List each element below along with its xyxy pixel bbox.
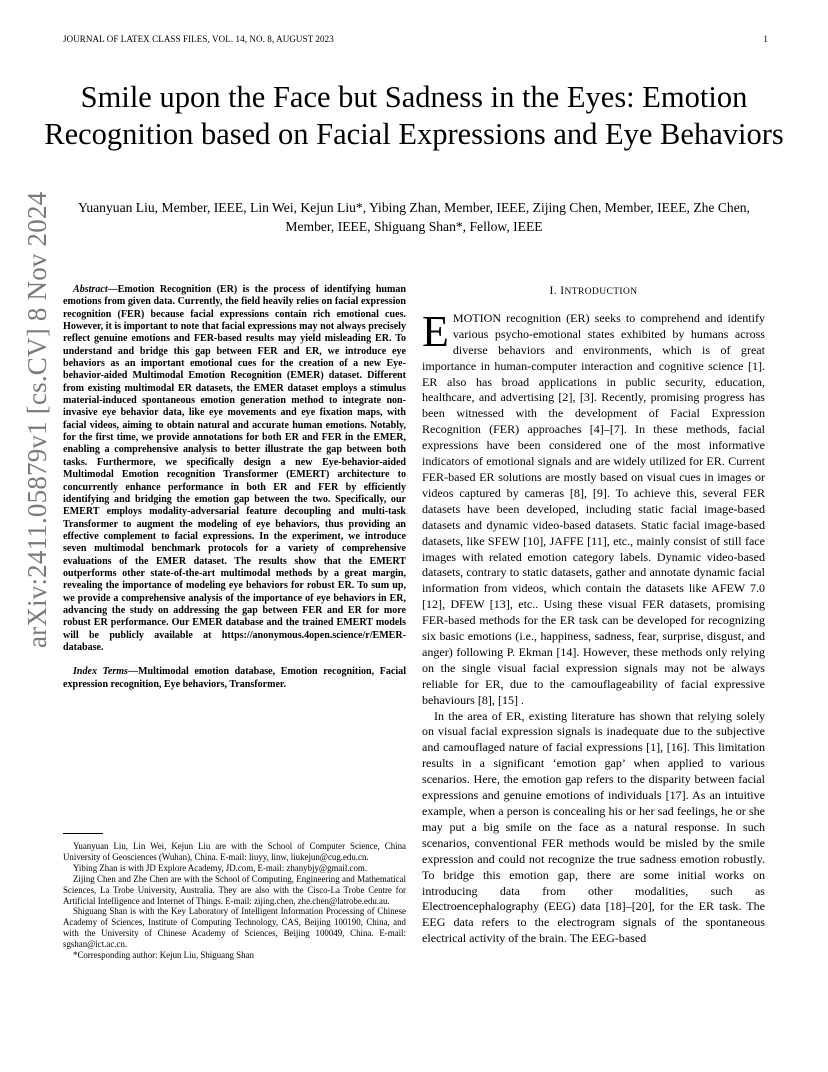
arxiv-stamp: arXiv:2411.05879v1 [cs.CV] 8 Nov 2024 <box>22 191 52 648</box>
abstract <box>63 284 406 654</box>
intro-paragraph-1: MOTION recognition (ER) seeks to comprehend and identify various psycho-emotional states exhibited by humans across diverse behaviors and environments, which is of great importance in human-computer interaction and cognitive science [1]. ER also has broad applications in public security, education, healthcare, and advertising [2], [3]. Recently, promising progress has been witnessed with the development of Facial Expression Recognition (FER) approaches [4]–[7]. In these methods, facial expressions have been considered one of the most informative indicators of emotional signals and are widely utilized for ER. Current FER-based ER solutions are mostly based on visual cues in images or videos captured by cameras [8], [9]. To achieve this, several FER datasets have been developed, including static facial image-based datasets and dynamic video-based datasets. Static facial image-based datasets, like SFEW [10], JAFFE [11], etc., mainly consist of still face images with related emotion category labels. Dynamic video-based datasets, contrary to static datasets, gather and annotate dynamic facial information from videos, which contain the datasets like AFEW 7.0 [12], DFEW [13], etc.. Using these visual FER datasets, promising FER-based methods for the ER task can be developed for recognizing six basic emotions (i.e., happiness, sadness, fear, surprise, disgust, and anger) following P. Ekman [14]. However, these methods only relying on the single visual facial expression signals may not be always reliable for ER, due to the camouflageability of facial expressive behaviours [8], [15] . <box>422 310 765 707</box>
section-title-cap: I <box>560 285 565 297</box>
section-heading <box>422 284 765 301</box>
running-header <box>63 34 768 44</box>
footnote: Yuanyuan Liu, Lin Wei, Kejun Liu are with the School of Computer Science, China University of Geosciences (Wuhan), China. E-mail: liuyy, linw, liukejun@cug.edu.cn. <box>63 841 406 862</box>
footnote-rule <box>63 833 103 834</box>
drop-cap: E <box>422 306 449 356</box>
abstract-label: Abstract <box>73 284 108 295</box>
footnotes <box>63 841 406 961</box>
journal-header: JOURNAL OF LATEX CLASS FILES, VOL. 14, NO. 8, AUGUST 2023 <box>63 34 334 44</box>
intro-paragraph-2: In the area of ER, existing literature has shown that relying solely on visual facial expression signals is inadequate due to the subjective and camouflaged nature of facial expressions [1], [16]. This limitation results in a significant ‘emotion gap’ when applied to various scenarios. Here, the emotion gap refers to the disparity between facial expressions and genuine emotions of individuals [17]. As an intuitive example, when a person is concealing his or her sad feelings, he or she may put a big smile on the face as a natural response. In such scenarios, conventional FER methods would be misled by the smile expression and could not recognize the true sadness emotion robustly. To bridge this emotion gap, there are some initial works on introducing data from other modalities, such as Electroencephalography (EEG) data [18]–[20], for the ER task. The EEG data refers to the electrogram signals of the spontaneous electrical activity of the brain. The EEG-based <box>422 708 765 946</box>
section-title-rest: NTRODUCTION <box>564 287 638 297</box>
author-list: Yuanyuan Liu, Member, IEEE, Lin Wei, Kejun Liu*, Yibing Zhan, Member, IEEE, Zijing Chen, Member, IEEE, Zhe Chen, Member, IEEE, Shiguang Shan*, Fellow, IEEE <box>78 200 750 234</box>
intro-paragraph <box>422 306 765 709</box>
paper-title: Smile upon the Face but Sadness in the Eyes: Emotion Recognition based on Facial Expressions and Eye Behaviors <box>44 80 784 151</box>
footnote: Yibing Zhan is with JD Explore Academy, JD.com, E-mail: zhanybjy@gmail.com. <box>73 862 368 873</box>
page-number: 1 <box>763 34 768 44</box>
abstract-text: —Emotion Recognition (ER) is the process of identifying human emotions from given data. Currently, the field heavily relies on facial expression recognition (FER) because facial expressions contain rich emotional cues. However, it is important to note that facial expressions may not always precisely reflect genuine emotions and FER-based results may yield misleading ER. To understand and bridge this gap between FER and ER, we introduce eye behaviors as an important emotional cues for the creation of a new Eye-behavior-aided Multimodal Emotion Recognition (EMER) dataset. Different from existing multimodal ER datasets, the EMER dataset employs a stimulus material-induced spontaneous emotion generation method to integrate non-invasive eye behavior data, like eye movements and eye fixation maps, with facial videos, aiming to obtain natural and accurate human emotions. Notably, for the first time, we provide annotations for both ER and FER in the EMER, enabling a comprehensive analysis to better illustrate the gap between both tasks. Furthermore, we specifically design a new Eye-behavior-aided Multimodal Emotion recognition Transformer (EMERT) architecture to concurrently enhance performance in both ER and FER by efficiently identifying and bridging the emotion gap between the two. Specifically, our EMERT employs modality-adversarial feature decoupling and multi-task Transformer to augment the modeling of eye behaviors, thus providing an effective complement to facial expressions. In the experiment, we introduce seven multimodal benchmark protocols for a variety of comprehensive evaluations of the EMER dataset. The results show that the EMERT outperforms other state-of-the-art multimodal methods by a great margin, revealing the importance of modeling eye behaviors for robust ER. To sum up, we provide a comprehensive analysis of the importance of eye behaviors in ER, advancing the study on addressing the gap between FER and ER for more robust ER performance. Our EMER database and the trained EMERT models will be publicly available at https://anonymous.4open.science/r/EMER-database. <box>63 284 406 653</box>
left-column <box>63 284 406 691</box>
footnote: *Corresponding author: Kejun Liu, Shiguang Shan <box>73 950 254 961</box>
right-column <box>422 284 765 947</box>
index-terms-text: —Multimodal emotion database, Emotion recognition, Facial expression recognition, Eye behaviors, Transformer. <box>63 666 406 690</box>
index-terms-label: Index Terms <box>73 666 128 678</box>
section-number: I. <box>549 285 557 297</box>
index-terms <box>63 666 406 691</box>
footnote: Shiguang Shan is with the Key Laboratory of Intelligent Information Processing of Chinese Academy of Sciences, Institute of Computing Technology, CAS, Beijing 100190, China, and with the University of Chinese Academy of Sciences, Beijing 100049, China. E-mail: sgshan@ict.ac.cn. <box>63 906 406 950</box>
footnote: Zijing Chen and Zhe Chen are with the School of Computing, Engineering and Mathematical Sciences, La Trobe University, Australia. They are also with the Cisco-La Trobe Centre for Artificial Intelligence and Internet of Things. E-mail: zijing.chen, zhe.chen@latrobe.edu.au. <box>63 873 406 906</box>
